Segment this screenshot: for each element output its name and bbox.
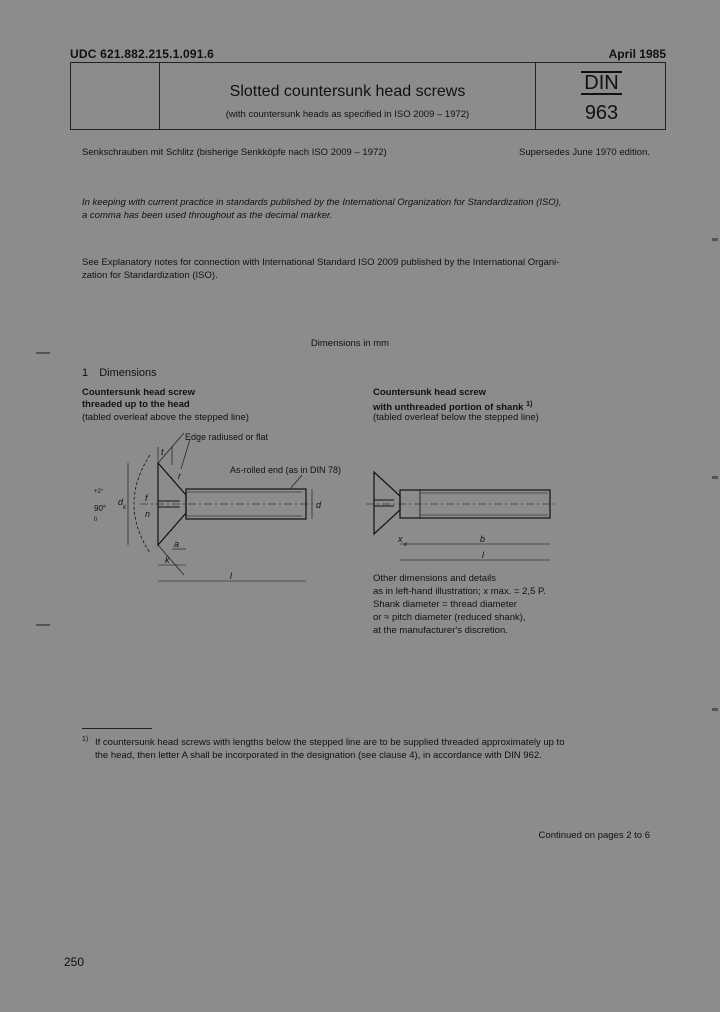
left-heading-line-2: threaded up to the head xyxy=(82,399,190,410)
iso-note-line-1: In keeping with current practice in standards published by the International Organization for Standardization (ISO), xyxy=(82,197,562,208)
left-label-angle-tol2: 0 xyxy=(94,517,98,523)
section-title: Dimensions xyxy=(99,367,157,379)
title-block xyxy=(70,62,666,130)
din-logo-text: DIN xyxy=(581,71,621,95)
document-subtitle: (with countersunk heads as specified in ISO 2009 – 1972) xyxy=(225,109,470,120)
din-number: 963 xyxy=(584,102,619,124)
right-screw-head xyxy=(374,472,400,534)
left-label-dk-sub: k xyxy=(123,505,126,511)
left-label-d: d xyxy=(316,500,322,510)
left-label-l: l xyxy=(230,571,232,581)
right-note-line-3: Shank diameter = thread diameter xyxy=(373,599,517,610)
iso-note-line-2: a comma has been used throughout as the decimal marker. xyxy=(82,210,333,221)
right-screw-drawing xyxy=(362,468,562,568)
document-title: Slotted countersunk head screws xyxy=(229,83,466,100)
right-heading-text: with unthreaded portion of shank xyxy=(373,402,524,414)
scan-mark-right-2 xyxy=(712,476,718,479)
issue-date: April 1985 xyxy=(608,47,666,61)
left-angle-line-bottom xyxy=(158,545,184,575)
footnote-line-2: the head, then letter A shall be incorporated in the designation (see clause 4), in accordance with DIN 962. xyxy=(95,750,542,761)
left-label-a: a xyxy=(174,539,180,549)
right-note-line-2: as in left-hand illustration; x max. = 2,5 P. xyxy=(373,586,546,597)
right-note-line-4: or ≈ pitch diameter (reduced shank), xyxy=(373,612,526,623)
left-label-rolled: As-rolled end (as in DIN 78) xyxy=(230,465,342,475)
section-heading xyxy=(82,367,157,379)
footnote-mark xyxy=(82,733,88,749)
dimensions-unit-note: Dimensions in mm xyxy=(310,338,390,349)
supersedes-note: Supersedes June 1970 edition. xyxy=(519,147,650,158)
left-label-angle: 90° xyxy=(94,504,107,513)
left-label-dk: d xyxy=(118,497,124,507)
left-label-edge: Edge radiused or flat xyxy=(185,432,269,442)
right-label-l: l xyxy=(482,550,484,560)
left-label-n: n xyxy=(145,509,151,519)
right-note-line-5: at the manufacturer's discretion. xyxy=(373,625,508,636)
footnote-rule xyxy=(82,728,152,729)
din-logo xyxy=(536,71,667,95)
right-heading-line-1: Countersunk head screw xyxy=(373,387,486,398)
explanatory-line-1: See Explanatory notes for connection with International Standard ISO 2009 published by the International Organi- xyxy=(82,257,560,268)
right-label-b: b xyxy=(480,534,486,544)
scan-mark-right-1 xyxy=(712,238,718,241)
right-label-x: x xyxy=(398,534,403,544)
right-label-x-sub: e xyxy=(404,542,408,548)
udc-code: UDC 621.882.215.1.091.6 xyxy=(70,47,215,61)
continued-note: Continued on pages 2 to 6 xyxy=(538,830,650,841)
left-screw-drawing xyxy=(80,425,370,585)
left-label-r: r xyxy=(178,471,181,481)
section-number: 1 xyxy=(82,367,89,379)
scan-mark-left-2 xyxy=(36,624,50,626)
scan-mark-right-3 xyxy=(712,708,718,711)
left-label-t: t xyxy=(161,447,164,457)
right-heading-footnote-mark: 1) xyxy=(526,401,533,408)
left-label-angle-tol: +2° xyxy=(94,489,104,495)
left-heading-line-1: Countersunk head screw xyxy=(82,387,195,398)
left-rolled-leader xyxy=(290,475,302,489)
left-edge-leader xyxy=(181,439,190,469)
explanatory-line-2: zation for Standardization (ISO). xyxy=(82,270,218,281)
scan-mark-left-1 xyxy=(36,352,50,354)
footnote-mark-sup: 1) xyxy=(82,736,89,743)
footnote-line-1: If countersunk head screws with lengths below the stepped line are to be supplied threaded approximately up to xyxy=(95,737,565,748)
right-note-line-1: Other dimensions and details xyxy=(373,573,497,584)
left-label-f: f xyxy=(145,493,148,503)
left-label-k: k xyxy=(165,555,170,565)
right-caption: (tabled overleaf below the stepped line) xyxy=(373,412,539,423)
german-title: Senkschrauben mit Schlitz (bisherige Senkköpfe nach ISO 2009 – 1972) xyxy=(82,147,387,158)
left-caption: (tabled overleaf above the stepped line) xyxy=(82,412,249,423)
page-number: 250 xyxy=(64,955,85,969)
